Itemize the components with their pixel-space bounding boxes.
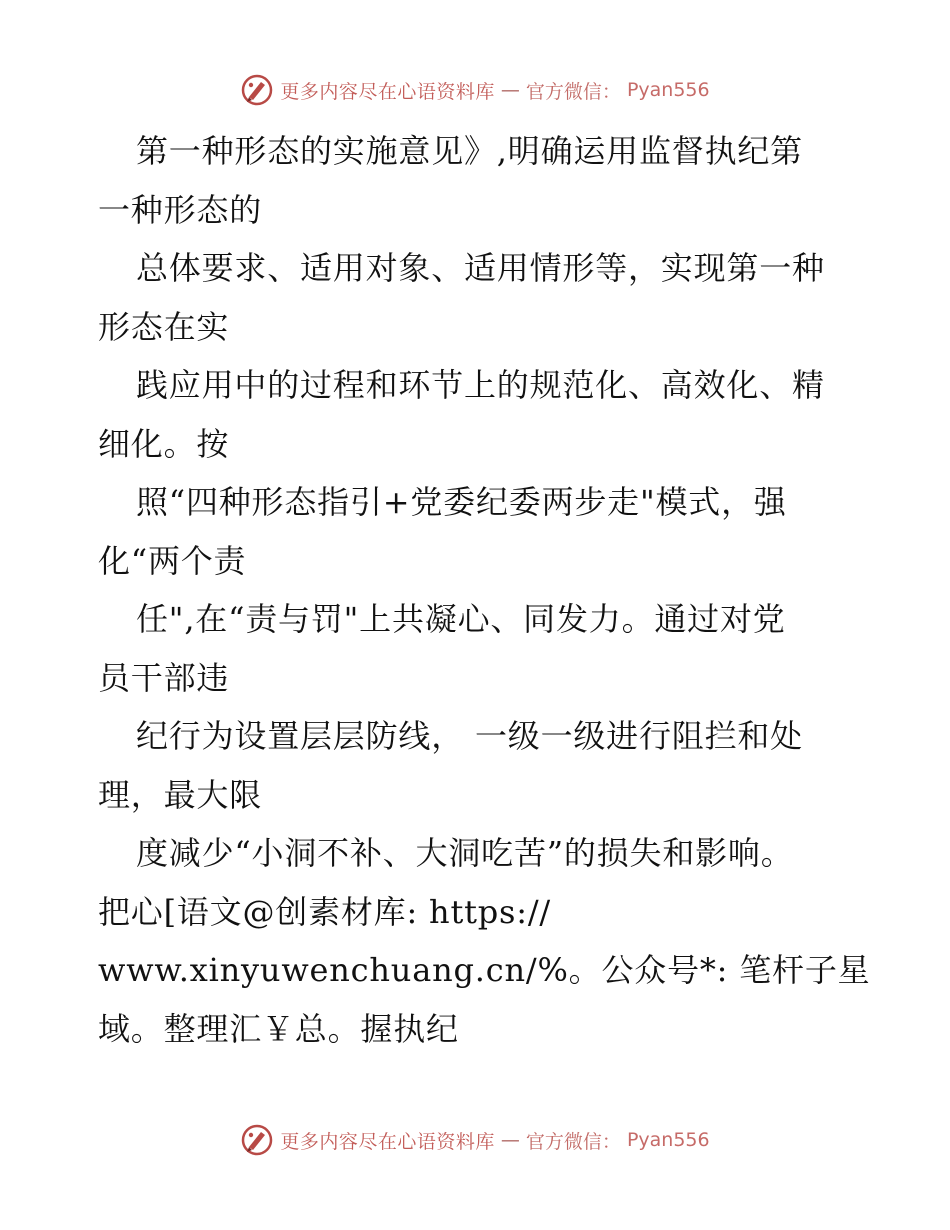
text-line: 化“两个责: [98, 541, 247, 580]
footer-banner: [0, 1120, 950, 1160]
banner-wechat-label: 官方微信：: [525, 80, 621, 103]
text-line: 员干部违: [98, 658, 230, 697]
text-line: 任",在“责与罚"上共凝心、同发力。通过对党: [136, 600, 786, 638]
text-line: 纪行为设置层层防线， 一级一级进行阻拦和处: [136, 717, 803, 755]
text-line: 细化。按: [98, 424, 230, 463]
document-body: [98, 122, 871, 1058]
text-line: 一种形态的: [98, 190, 263, 229]
banner-main-text: 更多内容尽在心语资料库: [280, 80, 495, 103]
banner-wechat-label: 官方微信：: [525, 1130, 621, 1153]
text-line: 总体要求、适用对象、适用情形等，实现第一种: [136, 249, 825, 287]
banner-wechat-id: Pyan556: [626, 1129, 710, 1151]
banner-main-text: 更多内容尽在心语资料库: [280, 1130, 495, 1153]
text-line: 践应用中的过程和环节上的规范化、高效化、精: [136, 366, 825, 404]
text-line: 理，最大限: [98, 775, 263, 814]
header-banner: [0, 70, 950, 110]
brush-pen-logo-icon: [240, 73, 274, 107]
text-line: 域。整理汇￥总。握执纪: [98, 1009, 459, 1048]
text-line: www.xinyuwenchuang.cn/%。公众号*: 笔杆子星: [98, 951, 871, 989]
text-line: 把心[语文@创素材库: https://: [98, 892, 552, 931]
brush-pen-logo-icon: [240, 1123, 274, 1157]
banner-dash: —: [500, 79, 520, 101]
text-line: 形态在实: [98, 307, 230, 346]
text-line: 照“四种形态指引+党委纪委两步走"模式，强: [136, 483, 787, 521]
banner-wechat-id: Pyan556: [626, 79, 710, 101]
banner-dash: —: [500, 1129, 520, 1151]
text-line: 第一种形态的实施意见》,明确运用监督执纪第: [136, 132, 803, 170]
text-line: 度减少“小洞不补、大洞吃苦”的损失和影响。: [136, 834, 794, 872]
